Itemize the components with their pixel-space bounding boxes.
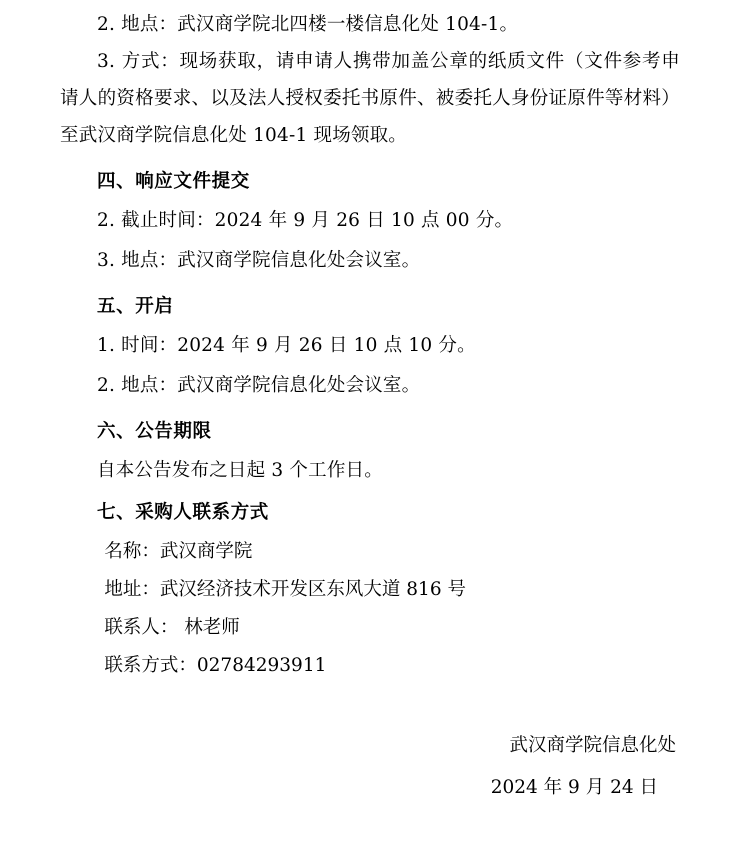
paragraph-location: 2. 地点：武汉商学院北四楼一楼信息化处 104-1。 bbox=[97, 14, 519, 35]
section-heading-five: 五、开启 bbox=[97, 296, 174, 317]
contact-address: 地址：武汉经济技术开发区东风大道 816 号 bbox=[104, 579, 466, 600]
section-four-item-1: 2. 截止时间：2024 年 9 月 26 日 10 点 00 分。 bbox=[97, 210, 514, 231]
section-heading-four: 四、响应文件提交 bbox=[97, 171, 250, 192]
section-five-item-1: 1. 时间：2024 年 9 月 26 日 10 点 10 分。 bbox=[97, 335, 476, 356]
paragraph-method: 3. 方式：现场获取，请申请人携带加盖公章的纸质文件（文件参考申请人的资格要求、以及法人授权委托书原件、被委托人身份证原件等材料）至武汉商学院信息化处 104-1 现场领取。 bbox=[60, 51, 680, 146]
contact-name: 名称：武汉商学院 bbox=[104, 541, 253, 562]
signature-organization: 武汉商学院信息化处 bbox=[509, 735, 676, 756]
section-heading-seven: 七、采购人联系方式 bbox=[97, 502, 269, 523]
section-five-item-2: 2. 地点：武汉商学院信息化处会议室。 bbox=[97, 375, 421, 396]
contact-phone: 联系方式：02784293911 bbox=[104, 655, 327, 676]
signature-date: 2024 年 9 月 24 日 bbox=[490, 777, 658, 798]
section-four-item-2: 3. 地点：武汉商学院信息化处会议室。 bbox=[97, 250, 421, 271]
section-heading-six: 六、公告期限 bbox=[97, 421, 212, 442]
signature-block bbox=[60, 725, 680, 809]
section-six-item-1: 自本公告发布之日起 3 个工作日。 bbox=[97, 460, 383, 481]
contact-person: 联系人： 林老师 bbox=[104, 617, 240, 638]
